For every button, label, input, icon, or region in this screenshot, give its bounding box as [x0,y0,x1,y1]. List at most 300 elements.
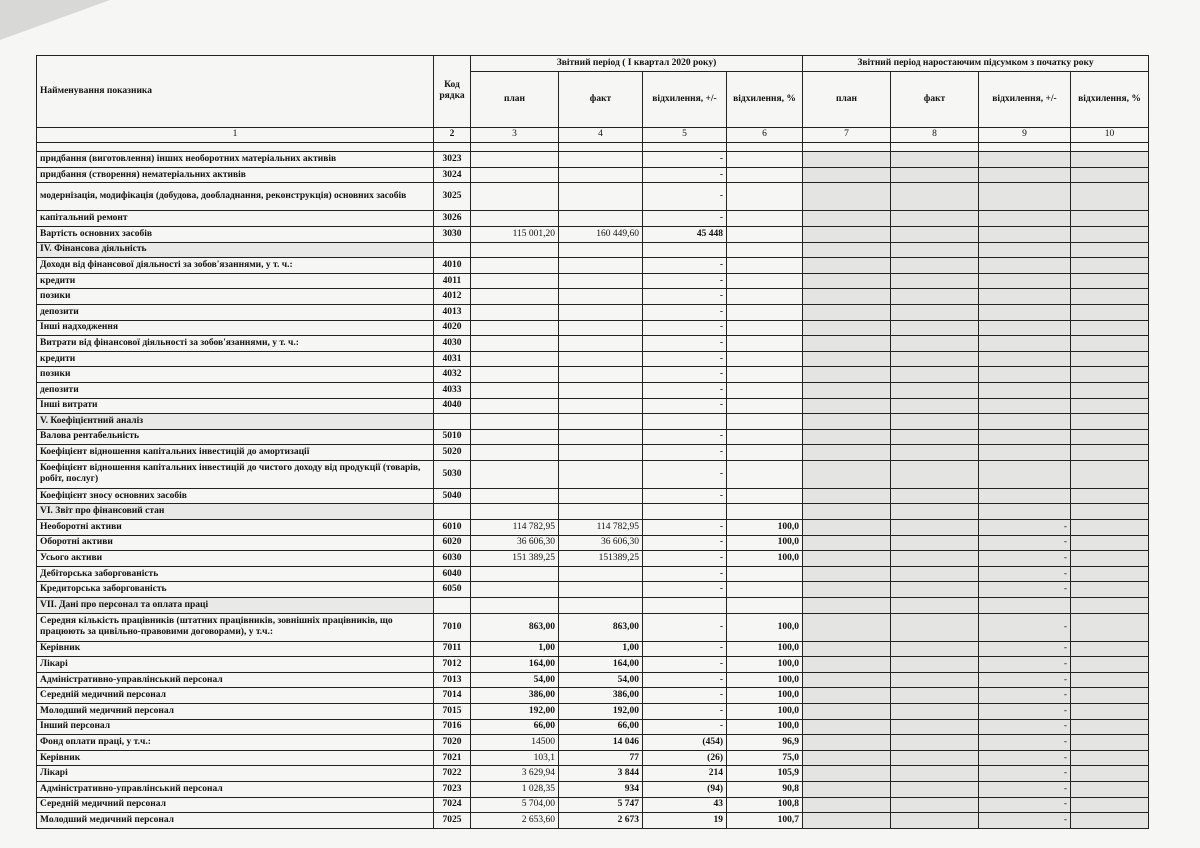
cell-plan-cumulative [803,582,891,598]
cell-fact-cumulative [891,766,979,782]
cell-deviation-pct [727,382,803,398]
cell-deviation-pct-cumulative [1071,167,1149,183]
cell-plan-cumulative [803,657,891,673]
cell-deviation-pct: 100,8 [727,797,803,813]
indicator-name: Вартість основних засобів [37,226,434,242]
cell-deviation-cumulative [979,273,1071,289]
row-code: 7013 [434,672,471,688]
column-index: 3 [471,127,559,143]
table-row [37,704,1149,720]
cell-plan: 386,00 [471,688,559,704]
indicator-name: Коефіцієнт відношення капітальних інвестицій до амортизації [37,445,434,461]
cell-deviation: - [643,382,727,398]
cell-deviation-pct [727,367,803,383]
cell-fact [559,598,643,614]
cell-fact [559,566,643,582]
cell-plan [471,414,559,430]
cell-deviation-cumulative: - [979,657,1071,673]
cell-fact [559,336,643,352]
cell-fact-cumulative [891,657,979,673]
cell-deviation: - [643,304,727,320]
cell-plan: 3 629,94 [471,766,559,782]
cell-fact-cumulative [891,382,979,398]
cell-plan-cumulative [803,766,891,782]
cell-deviation: - [643,488,727,504]
section-header-row [37,598,1149,614]
cell-plan: 14500 [471,735,559,751]
cell-fact-cumulative [891,152,979,168]
indicator-name: Лікарі [37,766,434,782]
cell-deviation-cumulative [979,398,1071,414]
cell-deviation: - [643,460,727,488]
cell-fact [559,460,643,488]
cell-deviation-cumulative [979,226,1071,242]
table-row [37,167,1149,183]
table-row [37,320,1149,336]
cell-deviation: - [643,367,727,383]
column-index: 5 [643,127,727,143]
cell-deviation [643,504,727,520]
cell-plan: 2 653,60 [471,813,559,829]
cell-deviation-pct [727,460,803,488]
table-row [37,672,1149,688]
row-code: 3030 [434,226,471,242]
column-index: 4 [559,127,643,143]
cell-deviation-pct-cumulative [1071,735,1149,751]
cell-fact-cumulative [891,797,979,813]
row-code: 3024 [434,167,471,183]
cell-deviation-pct-cumulative [1071,382,1149,398]
table-row [37,488,1149,504]
cell-deviation-cumulative: - [979,520,1071,536]
cell-fact-cumulative [891,566,979,582]
cell-deviation-cumulative [979,258,1071,274]
cell-deviation-pct-cumulative [1071,336,1149,352]
cell-plan [471,504,559,520]
cell-deviation: - [643,657,727,673]
cell-plan-cumulative [803,813,891,829]
cell-deviation-cumulative [979,242,1071,258]
column-index: 8 [891,127,979,143]
cell-deviation: - [643,336,727,352]
cell-deviation-pct-cumulative [1071,813,1149,829]
cell-plan [471,598,559,614]
cell-plan [471,488,559,504]
cell-plan-cumulative [803,460,891,488]
indicator-name: Коефіцієнт зносу основних засобів [37,488,434,504]
cell-fact [559,258,643,274]
cell-plan-cumulative [803,273,891,289]
cell-plan-cumulative [803,414,891,430]
cell-fact [559,152,643,168]
cell-plan [471,367,559,383]
cell-deviation-pct: 105,9 [727,766,803,782]
cell-plan [471,183,559,211]
cell-plan-cumulative [803,382,891,398]
cell-deviation-pct-cumulative [1071,535,1149,551]
cell-fact [559,242,643,258]
cell-fact-cumulative [891,258,979,274]
table-row [37,535,1149,551]
row-code: 4040 [434,398,471,414]
header-sub-col: відхилення, % [1071,71,1149,127]
column-index: 2 [434,127,471,143]
cell-deviation-pct-cumulative [1071,641,1149,657]
indicator-name: Молодший медичний персонал [37,813,434,829]
cell-plan-cumulative [803,367,891,383]
cell-fact-cumulative [891,304,979,320]
indicator-name: модернізація, модифікація (добудова, дообладнання, реконструкція) основних засобів [37,183,434,211]
cell-plan: 103,1 [471,750,559,766]
row-code: 6020 [434,535,471,551]
table-row [37,460,1149,488]
cell-fact [559,273,643,289]
table-row [37,613,1149,641]
cell-deviation-cumulative: - [979,704,1071,720]
cell-deviation-cumulative: - [979,582,1071,598]
cell-deviation-cumulative: - [979,735,1071,751]
indicator-name: Дебіторська заборгованість [37,566,434,582]
cell-fact [559,445,643,461]
cell-deviation-pct-cumulative [1071,598,1149,614]
cell-plan-cumulative [803,504,891,520]
row-code: 4011 [434,273,471,289]
cell-fact-cumulative [891,735,979,751]
column-index: 10 [1071,127,1149,143]
header-sub-col: відхилення, +/- [643,71,727,127]
cell-plan-cumulative [803,535,891,551]
cell-fact-cumulative [891,398,979,414]
header-row-code: Код рядка [434,56,471,128]
cell-deviation: - [643,551,727,567]
cell-fact-cumulative [891,641,979,657]
cell-plan: 66,00 [471,719,559,735]
row-code: 3025 [434,183,471,211]
cell-deviation-pct-cumulative [1071,766,1149,782]
cell-deviation: - [643,535,727,551]
cell-deviation: - [643,167,727,183]
indicator-name: Керівник [37,641,434,657]
cell-deviation: - [643,672,727,688]
cell-fact: 77 [559,750,643,766]
cell-deviation-cumulative: - [979,719,1071,735]
table-row [37,781,1149,797]
cell-fact-cumulative [891,336,979,352]
cell-fact: 863,00 [559,613,643,641]
cell-fact-cumulative [891,167,979,183]
cell-deviation-cumulative [979,429,1071,445]
cell-fact-cumulative [891,781,979,797]
indicator-name: Інші витрати [37,398,434,414]
cell-deviation-cumulative [979,167,1071,183]
indicator-name: Фонд оплати праці, у т.ч.: [37,735,434,751]
cell-fact: 164,00 [559,657,643,673]
cell-deviation-cumulative [979,488,1071,504]
cell-fact [559,320,643,336]
indicator-name: IV. Фінансова діяльність [37,242,434,258]
cell-deviation: - [643,520,727,536]
cell-deviation [643,414,727,430]
cell-deviation-pct: 100,0 [727,535,803,551]
row-code: 4020 [434,320,471,336]
cell-deviation-pct-cumulative [1071,781,1149,797]
cell-fact-cumulative [891,273,979,289]
cell-deviation: - [643,641,727,657]
cell-deviation: (26) [643,750,727,766]
cell-deviation-cumulative: - [979,613,1071,641]
cell-fact: 2 673 [559,813,643,829]
indicator-name: Необоротні активи [37,520,434,536]
cell-deviation: 43 [643,797,727,813]
header-period-quarter: Звітний період ( I квартал 2020 року) [471,56,803,72]
row-code: 4031 [434,351,471,367]
cell-fact-cumulative [891,488,979,504]
cell-fact-cumulative [891,429,979,445]
indicator-name: VII. Дані про персонал та оплата праці [37,598,434,614]
cell-plan-cumulative [803,598,891,614]
row-code: 7011 [434,641,471,657]
cell-deviation-pct [727,273,803,289]
cell-deviation-cumulative [979,336,1071,352]
cell-plan [471,320,559,336]
cell-deviation-pct [727,582,803,598]
row-code: 7021 [434,750,471,766]
table-row [37,566,1149,582]
header-period-cumulative: Звітний період наростаючим підсумком з початку року [803,56,1149,72]
row-code: 6050 [434,582,471,598]
cell-plan-cumulative [803,211,891,227]
cell-fact: 192,00 [559,704,643,720]
cell-deviation-pct-cumulative [1071,719,1149,735]
cell-deviation [643,598,727,614]
indicator-name: Доходи від фінансової діяльності за зобов'язаннями, у т. ч.: [37,258,434,274]
table-row [37,445,1149,461]
cell-deviation-pct: 100,0 [727,672,803,688]
cell-plan-cumulative [803,183,891,211]
cell-plan-cumulative [803,242,891,258]
cell-deviation: - [643,582,727,598]
cell-fact-cumulative [891,242,979,258]
cell-fact-cumulative [891,672,979,688]
table-row [37,273,1149,289]
header-sub-col: відхилення, +/- [979,71,1071,127]
row-code: 6040 [434,566,471,582]
cell-deviation-pct [727,398,803,414]
cell-plan [471,445,559,461]
cell-plan-cumulative [803,488,891,504]
cell-deviation-cumulative: - [979,766,1071,782]
cell-deviation: 19 [643,813,727,829]
cell-fact: 151389,25 [559,551,643,567]
cell-deviation-pct [727,351,803,367]
cell-fact-cumulative [891,367,979,383]
cell-fact [559,488,643,504]
cell-deviation-pct: 100,0 [727,657,803,673]
table-row [37,813,1149,829]
report-body [37,152,1149,829]
cell-fact-cumulative [891,535,979,551]
cell-plan-cumulative [803,152,891,168]
indicator-name: Лікарі [37,657,434,673]
cell-fact [559,414,643,430]
cell-deviation-pct [727,598,803,614]
cell-fact-cumulative [891,688,979,704]
cell-fact-cumulative [891,704,979,720]
financial-report-table [36,55,1149,829]
indicator-name: VI. Звіт про фінансовий стан [37,504,434,520]
cell-deviation-cumulative [979,320,1071,336]
row-code: 5030 [434,460,471,488]
cell-deviation-cumulative: - [979,672,1071,688]
cell-deviation-pct: 100,0 [727,688,803,704]
cell-plan: 151 389,25 [471,551,559,567]
cell-deviation-pct-cumulative [1071,797,1149,813]
cell-fact: 66,00 [559,719,643,735]
indicator-name: капітальний ремонт [37,211,434,227]
cell-plan [471,273,559,289]
table-row [37,226,1149,242]
cell-deviation-pct-cumulative [1071,566,1149,582]
cell-deviation-cumulative: - [979,781,1071,797]
cell-plan-cumulative [803,520,891,536]
cell-deviation-cumulative [979,382,1071,398]
indicator-name: Валова рентабельність [37,429,434,445]
cell-fact-cumulative [891,211,979,227]
cell-deviation: (454) [643,735,727,751]
cell-fact: 5 747 [559,797,643,813]
section-header-row [37,242,1149,258]
cell-fact-cumulative [891,551,979,567]
cell-fact-cumulative [891,183,979,211]
row-code: 4033 [434,382,471,398]
cell-deviation-pct [727,226,803,242]
table-row [37,641,1149,657]
cell-deviation-pct: 100,0 [727,520,803,536]
cell-deviation: - [643,289,727,305]
cell-plan-cumulative [803,304,891,320]
indicator-name: Оборотні активи [37,535,434,551]
column-index: 6 [727,127,803,143]
cell-plan [471,258,559,274]
cell-deviation-cumulative: - [979,797,1071,813]
cell-plan: 36 606,30 [471,535,559,551]
cell-deviation-pct-cumulative [1071,351,1149,367]
cell-deviation-pct [727,488,803,504]
cell-deviation: 45 448 [643,226,727,242]
cell-deviation-pct-cumulative [1071,211,1149,227]
row-code: 7016 [434,719,471,735]
cell-fact: 114 782,95 [559,520,643,536]
table-row [37,183,1149,211]
cell-plan-cumulative [803,672,891,688]
cell-deviation-pct: 100,0 [727,704,803,720]
cell-deviation-cumulative [979,598,1071,614]
column-index-row [37,127,1149,143]
cell-deviation-cumulative: - [979,750,1071,766]
cell-plan-cumulative [803,226,891,242]
row-code: 4010 [434,258,471,274]
cell-fact [559,504,643,520]
table-row [37,258,1149,274]
indicator-name: депозити [37,382,434,398]
cell-fact-cumulative [891,351,979,367]
indicator-name: Середній медичний персонал [37,797,434,813]
cell-deviation-pct [727,183,803,211]
indicator-name: Адміністративно-управлінський персонал [37,781,434,797]
table-row [37,766,1149,782]
cell-deviation: - [643,273,727,289]
cell-deviation-cumulative [979,351,1071,367]
row-code: 7015 [434,704,471,720]
cell-deviation-pct [727,242,803,258]
header-sub-col: план [471,71,559,127]
indicator-name: позики [37,289,434,305]
cell-plan: 164,00 [471,657,559,673]
column-index: 1 [37,127,434,143]
table-row [37,289,1149,305]
indicator-name: депозити [37,304,434,320]
cell-plan [471,429,559,445]
cell-deviation-pct: 100,0 [727,719,803,735]
cell-plan [471,582,559,598]
cell-fact [559,398,643,414]
cell-plan: 863,00 [471,613,559,641]
cell-deviation-pct-cumulative [1071,582,1149,598]
cell-deviation: - [643,445,727,461]
cell-plan [471,351,559,367]
cell-deviation-pct-cumulative [1071,242,1149,258]
row-code [434,504,471,520]
cell-deviation-pct [727,258,803,274]
cell-deviation: - [643,704,727,720]
row-code: 4013 [434,304,471,320]
cell-fact [559,304,643,320]
cell-plan-cumulative [803,398,891,414]
table-row [37,351,1149,367]
row-code: 5040 [434,488,471,504]
cell-deviation: - [643,258,727,274]
cell-plan-cumulative [803,704,891,720]
column-index: 9 [979,127,1071,143]
cell-plan [471,242,559,258]
cell-deviation-cumulative: - [979,535,1071,551]
cell-deviation-cumulative [979,460,1071,488]
cell-deviation-cumulative: - [979,551,1071,567]
cell-plan [471,566,559,582]
cell-deviation-pct-cumulative [1071,445,1149,461]
cell-deviation-pct [727,445,803,461]
cell-deviation: 214 [643,766,727,782]
cell-deviation-pct-cumulative [1071,657,1149,673]
row-code [434,242,471,258]
cell-deviation-pct: 100,0 [727,613,803,641]
cell-plan: 54,00 [471,672,559,688]
cell-plan-cumulative [803,551,891,567]
cell-deviation-pct-cumulative [1071,152,1149,168]
cell-deviation-pct: 100,0 [727,551,803,567]
cell-plan: 192,00 [471,704,559,720]
row-code: 3026 [434,211,471,227]
cell-deviation-pct: 100,0 [727,641,803,657]
cell-deviation: - [643,183,727,211]
indicator-name: Коефіцієнт відношення капітальних інвестицій до чистого доходу від продукції (товарів, робіт, послуг) [37,460,434,488]
cell-fact: 160 449,60 [559,226,643,242]
cell-deviation-cumulative [979,152,1071,168]
header-sub-col: план [803,71,891,127]
row-code [434,598,471,614]
cell-deviation-pct [727,304,803,320]
cell-deviation-pct-cumulative [1071,704,1149,720]
